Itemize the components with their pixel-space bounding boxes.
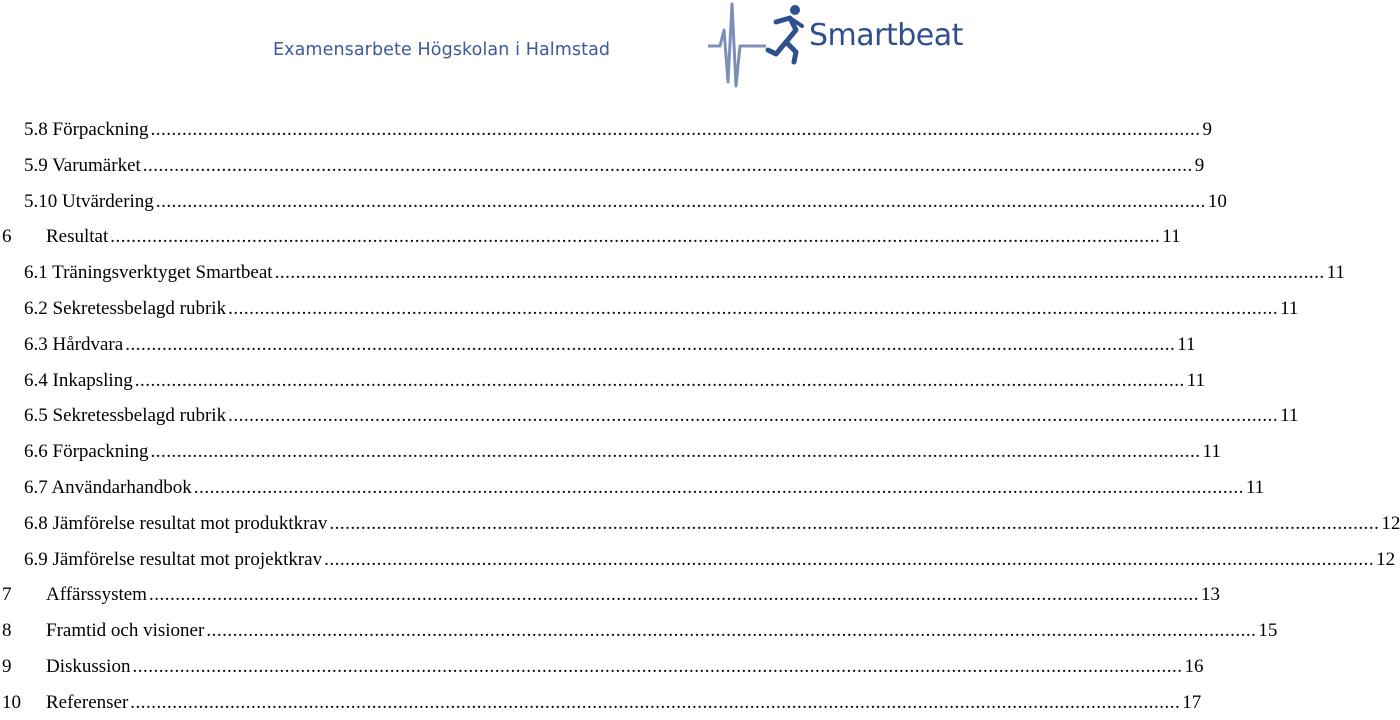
toc-entry-page: 15 — [1258, 620, 1278, 642]
toc-entry-number: 8 — [2, 620, 12, 642]
toc-dot-leader: ........................................................................................................................................................................................................ — [148, 584, 1199, 606]
toc-entry-page: 11 — [1162, 226, 1181, 248]
toc-entry-title: Resultat — [46, 226, 109, 248]
toc-entry[interactable] — [0, 364, 1206, 398]
toc-entry[interactable] — [0, 149, 1205, 183]
toc-entry-page: 16 — [1184, 656, 1204, 677]
toc-entry-title: 5.9 Varumärket — [24, 154, 141, 176]
toc-entry[interactable] — [0, 113, 1213, 147]
toc-entry[interactable] — [0, 507, 1400, 541]
toc-entry-title: 6.9 Jämförelse resultat mot projektkrav — [24, 548, 323, 570]
toc-entry[interactable] — [0, 292, 1299, 326]
toc-entry-page: 11 — [1245, 477, 1265, 498]
toc-dot-leader: ........................................................................................................................................................................................................ — [274, 262, 1325, 284]
toc-dot-leader: ........................................................................................................................................................................................................ — [206, 620, 1257, 642]
toc-entry-page: 12 — [1381, 512, 1400, 534]
smartbeat-logo — [706, 0, 963, 100]
toc-entry-page: 11 — [1202, 441, 1221, 463]
toc-entry[interactable] — [0, 256, 1345, 290]
toc-entry-title: Referenser — [46, 691, 129, 713]
toc-entry[interactable] — [0, 686, 1202, 720]
toc-dot-leader: ........................................................................................................................................................................................................ — [155, 190, 1206, 212]
toc-dot-leader: ........................................................................................................................................................................................................ — [324, 548, 1375, 570]
toc-entry[interactable] — [0, 185, 1227, 219]
toc-entry-title: 6.6 Förpackning — [24, 441, 149, 463]
toc-dot-leader: ........................................................................................................................................................................................................ — [125, 333, 1176, 355]
toc-dot-leader: ........................................................................................................................................................................................................ — [193, 477, 1244, 498]
toc-entry-title: 6.7 Användarhandbok — [24, 477, 192, 498]
toc-dot-leader: ........................................................................................................................................................................................................ — [132, 656, 1183, 677]
toc-entry-title: Affärssystem — [46, 584, 147, 606]
toc-entry-number: 10 — [2, 691, 21, 713]
toc-dot-leader: ........................................................................................................................................................................................................ — [150, 441, 1201, 463]
toc-entry-title: Framtid och visioner — [46, 620, 205, 642]
toc-dot-leader: ........................................................................................................................................................................................................ — [110, 226, 1161, 248]
toc-entry[interactable] — [0, 578, 1220, 612]
toc-entry[interactable] — [0, 435, 1221, 469]
toc-entry-number: 9 — [2, 656, 12, 677]
toc-entry-page: 9 — [1202, 119, 1213, 140]
toc-entry-page: 11 — [1186, 369, 1206, 391]
toc-entry[interactable] — [0, 220, 1181, 254]
toc-entry-page: 11 — [1280, 298, 1299, 319]
toc-entry-number: 6 — [2, 226, 12, 248]
toc-entry-number: 7 — [2, 584, 12, 606]
toc-entry-page: 12 — [1376, 548, 1396, 570]
toc-dot-leader: ........................................................................................................................................................................................................ — [228, 298, 1279, 319]
toc-dot-leader: ........................................................................................................................................................................................................ — [329, 512, 1380, 534]
toc-entry-title: 5.8 Förpackning — [24, 119, 149, 140]
toc-entry[interactable] — [0, 614, 1278, 648]
page-header — [0, 0, 963, 100]
toc-entry-page: 17 — [1182, 691, 1202, 713]
toc-entry-page: 9 — [1194, 154, 1205, 176]
toc-dot-leader: ........................................................................................................................................................................................................ — [142, 154, 1193, 176]
toc-entry[interactable] — [0, 471, 1265, 505]
toc-entry-title: 6.1 Träningsverktyget Smartbeat — [24, 262, 273, 284]
toc-entry-page: 11 — [1280, 405, 1299, 427]
toc-dot-leader: ........................................................................................................................................................................................................ — [130, 691, 1181, 713]
toc-entry-title: 6.4 Inkapsling — [24, 369, 133, 391]
toc-entry-page: 11 — [1326, 262, 1345, 284]
toc-entry-page: 11 — [1177, 333, 1196, 355]
logo-text: Smartbeat — [809, 18, 963, 53]
toc-dot-leader: ........................................................................................................................................................................................................ — [150, 119, 1201, 140]
toc-entry-page: 13 — [1200, 584, 1220, 606]
toc-dot-leader: ........................................................................................................................................................................................................ — [228, 405, 1279, 427]
toc-entry[interactable] — [0, 543, 1396, 577]
header-title: Examensarbete Högskolan i Halmstad — [273, 40, 611, 60]
toc-entry-page: 10 — [1207, 190, 1227, 212]
toc-dot-leader: ........................................................................................................................................................................................................ — [134, 369, 1185, 391]
toc-entry[interactable] — [0, 328, 1196, 362]
toc-entry[interactable] — [0, 399, 1299, 433]
toc-entry-title: 6.5 Sekretessbelagd rubrik — [24, 405, 227, 427]
toc-entry[interactable] — [0, 650, 1204, 684]
toc-entry-title: 5.10 Utvärdering — [24, 190, 154, 212]
toc-entry-title: 6.2 Sekretessbelagd rubrik — [24, 298, 227, 319]
toc-entry-title: 6.3 Hårdvara — [24, 333, 124, 355]
toc-entry-title: Diskussion — [46, 656, 131, 677]
toc-entry-title: 6.8 Jämförelse resultat mot produktkrav — [24, 512, 328, 534]
